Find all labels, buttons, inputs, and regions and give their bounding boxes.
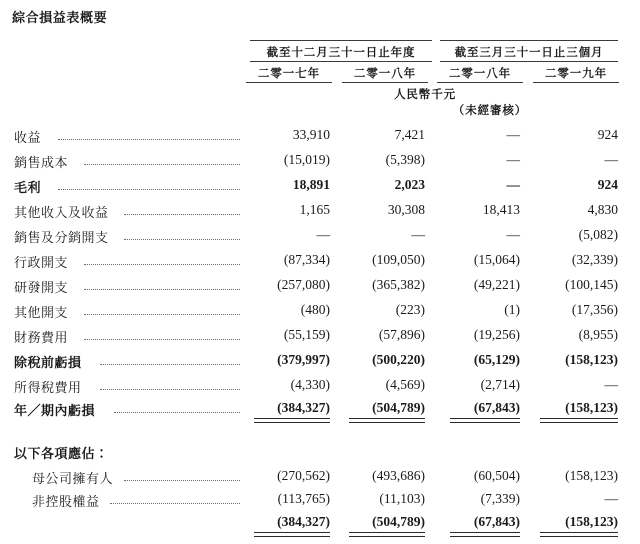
row-label: 行政開支	[14, 255, 69, 270]
table-row	[0, 491, 640, 516]
row-value-col1: (4,330)	[290, 377, 330, 392]
row-label: 毛利	[14, 180, 42, 195]
row-value-col1: (384,327)	[277, 514, 330, 529]
row-label: 母公司擁有人	[32, 471, 114, 486]
row-label: 所得稅費用	[14, 380, 82, 395]
attribution-total-double-rule-col3	[450, 532, 520, 537]
row-value-col1: 33,910	[292, 127, 330, 142]
dot-leader	[100, 364, 240, 365]
group-header-top-rule-1	[250, 40, 432, 41]
row-value-col2: 30,308	[387, 202, 425, 217]
dot-leader	[58, 189, 240, 190]
row-value-col4: 4,830	[587, 202, 618, 217]
total-double-rule-col1	[254, 418, 330, 423]
row-value-col2: (11,103)	[379, 491, 425, 506]
table-row	[0, 152, 640, 177]
row-label: 收益	[14, 130, 42, 145]
row-label: 除稅前虧損	[14, 355, 82, 370]
row-value-col4: —	[604, 152, 618, 167]
row-value-col2: 7,421	[394, 127, 425, 142]
row-value-col1: (55,159)	[283, 327, 330, 342]
column-header-rule-2	[342, 82, 428, 83]
table-row	[0, 352, 640, 377]
row-label: 其他收入及收益	[14, 205, 109, 220]
row-value-col2: 2,023	[394, 177, 425, 192]
row-value-col2: (5,398)	[385, 152, 425, 167]
row-value-col3: (49,221)	[473, 277, 520, 292]
row-label: 研發開支	[14, 280, 69, 295]
table-row	[0, 227, 640, 252]
attribution-total-double-rule-col1	[254, 532, 330, 537]
dot-leader	[84, 289, 240, 290]
row-value-col3: (19,256)	[473, 327, 520, 342]
dot-leader	[84, 264, 240, 265]
row-value-col1: (480)	[300, 302, 330, 317]
column-header-rule-4	[533, 82, 619, 83]
row-value-col4: (158,123)	[565, 514, 618, 529]
row-value-col1: 18,891	[292, 177, 330, 192]
row-value-col4: (158,123)	[565, 468, 618, 483]
row-value-col2: (109,050)	[372, 252, 425, 267]
row-value-col1: 1,165	[299, 202, 330, 217]
row-value-col3: (1)	[504, 302, 520, 317]
table-row	[0, 252, 640, 277]
column-header-1: 二零一七年	[258, 68, 320, 80]
column-header-4: 二零一九年	[545, 68, 607, 80]
row-value-col3: (67,843)	[473, 400, 520, 415]
table-row	[0, 377, 640, 402]
row-value-col4: 924	[597, 127, 618, 142]
row-value-col4: —	[604, 491, 618, 506]
row-value-col3: —	[506, 177, 520, 192]
column-header-2: 二零一八年	[354, 68, 416, 80]
row-value-col1: (113,765)	[277, 491, 330, 506]
row-value-col1: (379,997)	[277, 352, 330, 367]
row-value-col3: (67,843)	[473, 514, 520, 529]
row-value-col3: —	[506, 152, 520, 167]
row-value-col4: (100,145)	[565, 277, 618, 292]
row-label: 銷售成本	[14, 155, 69, 170]
column-header-rule-3	[437, 82, 523, 83]
row-label: 財務費用	[14, 330, 69, 345]
table-row	[0, 177, 640, 202]
total-double-rule-col2	[349, 418, 425, 423]
page-title: 綜合損益表概要	[12, 10, 108, 25]
row-value-col2: (500,220)	[372, 352, 425, 367]
table-row	[0, 327, 640, 352]
row-value-col3: (15,064)	[473, 252, 520, 267]
row-label: 非控股權益	[32, 494, 100, 509]
row-value-col2: (504,789)	[372, 400, 425, 415]
table-row	[0, 202, 640, 227]
row-value-col2: (365,382)	[372, 277, 425, 292]
row-value-col1: (257,080)	[277, 277, 330, 292]
row-label: 年／期內虧損	[14, 403, 96, 418]
total-double-rule-col4	[540, 418, 618, 423]
attribution-heading: 以下各項應佔：	[14, 446, 109, 461]
table-row	[0, 468, 640, 493]
table-row	[0, 302, 640, 327]
row-value-col1: (270,562)	[277, 468, 330, 483]
row-value-col1: (87,334)	[283, 252, 330, 267]
row-value-col3: 18,413	[482, 202, 520, 217]
row-label: 銷售及分銷開支	[14, 230, 109, 245]
table-row	[0, 277, 640, 302]
row-value-col1: (384,327)	[277, 400, 330, 415]
dot-leader	[58, 139, 240, 140]
group-header-bottom-rule-1	[250, 61, 432, 62]
row-value-col3: (60,504)	[473, 468, 520, 483]
column-header-3: 二零一八年	[449, 68, 511, 80]
table-row	[0, 127, 640, 152]
row-value-col4: 924	[597, 177, 618, 192]
row-value-col2: (504,789)	[372, 514, 425, 529]
audit-note-label: （未經審核）	[452, 105, 528, 117]
group-header-top-rule-2	[440, 40, 618, 41]
row-value-col3: (2,714)	[480, 377, 520, 392]
dot-leader	[84, 314, 240, 315]
column-header-rule-1	[246, 82, 332, 83]
row-value-col2: —	[411, 227, 425, 242]
dot-leader	[84, 164, 240, 165]
row-value-col1: (15,019)	[283, 152, 330, 167]
row-label: 其他開支	[14, 305, 69, 320]
column-group-label-1: 截至十二月三十一日止年度	[266, 47, 416, 59]
column-group-label-2: 截至三月三十一日止三個月	[454, 47, 604, 59]
row-value-col4: (32,339)	[571, 252, 618, 267]
row-value-col4: (17,356)	[571, 302, 618, 317]
row-value-col3: (65,129)	[473, 352, 520, 367]
row-value-col2: (4,569)	[385, 377, 425, 392]
row-value-col4: (158,123)	[565, 352, 618, 367]
row-value-col4: (5,082)	[578, 227, 618, 242]
dot-leader	[84, 339, 240, 340]
row-value-col2: (493,686)	[372, 468, 425, 483]
row-value-col3: (7,339)	[480, 491, 520, 506]
row-value-col2: (57,896)	[378, 327, 425, 342]
currency-unit-label: 人民幣千元	[394, 89, 456, 101]
total-double-rule-col3	[450, 418, 520, 423]
attribution-total-double-rule-col2	[349, 532, 425, 537]
row-value-col3: —	[506, 227, 520, 242]
attribution-total-double-rule-col4	[540, 532, 618, 537]
group-header-bottom-rule-2	[440, 61, 618, 62]
dot-leader	[100, 389, 240, 390]
row-value-col4: —	[604, 377, 618, 392]
row-value-col3: —	[506, 127, 520, 142]
row-value-col1: —	[316, 227, 330, 242]
row-value-col2: (223)	[395, 302, 425, 317]
row-value-col4: (8,955)	[578, 327, 618, 342]
row-value-col4: (158,123)	[565, 400, 618, 415]
